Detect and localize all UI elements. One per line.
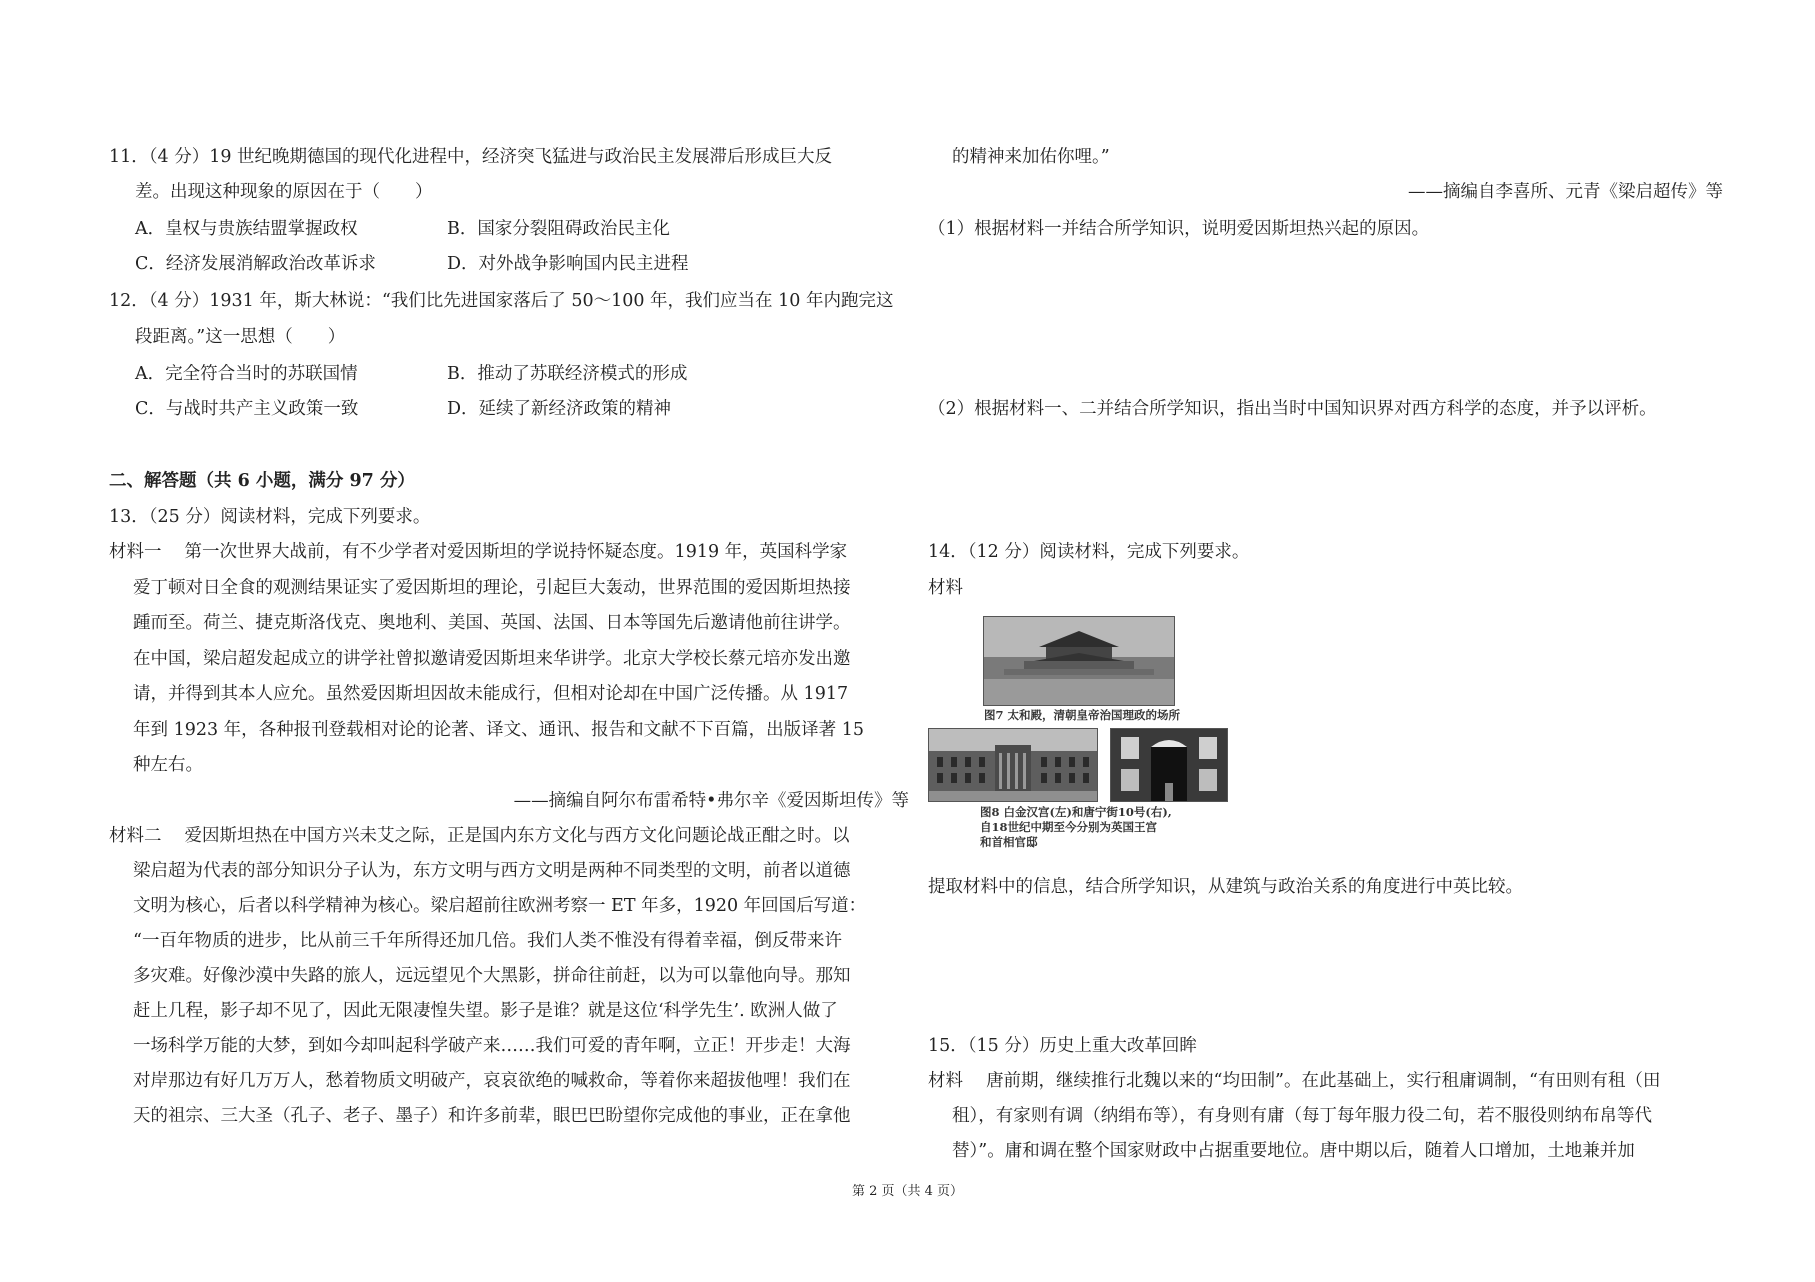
material-one-line: 种左右。 (133, 755, 203, 775)
q12-stem-line-1: 12．（4 分）1931 年，斯大林说：“我们比先进国家落后了 50～100 年，我们应当在 10 年内跑完这 (109, 291, 894, 311)
buckingham-illustration (929, 729, 1097, 801)
material-two-line: 材料二 爱因斯坦热在中国方兴未艾之际，正是国内东方文化与西方文化问题论战正酣之时。以 (109, 826, 850, 846)
material-two-line: 文明为核心，后者以科学精神为核心。梁启超前往欧洲考察一 ET 年多，1920 年回国后写道： (133, 896, 867, 916)
material-two-line: 一场科学万能的大梦，到如今却叫起科学破产来……我们可爱的青年啊，立正！开步走！大海 (133, 1036, 851, 1056)
q12-option-b: B．推动了苏联经济模式的形成 (447, 364, 688, 384)
section-heading: 二、解答题（共 6 小题，满分 97 分） (109, 471, 415, 491)
q11-stem-line-1: 11．（4 分）19 世纪晚期德国的现代化进程中，经济突飞猛进与政治民主发展滞后形成巨大反 (109, 147, 833, 167)
material-one-line: 踵而至。荷兰、捷克斯洛伐克、奥地利、美国、英国、法国、日本等国先后邀请他前往讲学。 (133, 613, 851, 633)
material-two-line: 梁启超为代表的部分知识分子认为，东方文明与西方文明是两种不同类型的文明，前者以道德 (133, 861, 851, 881)
fig8-caption-line-3: 和首相官邸 (980, 835, 1038, 849)
material-two-line: 多灾难。好像沙漠中失路的旅人，远远望见个大黑影，拼命往前赶，以为可以靠他向导。那知 (133, 966, 851, 986)
fig8-caption-line-1: 图8 白金汉宫(左)和唐宁街10号(右), (980, 805, 1172, 819)
material-one-source: ——摘编自阿尔布雷希特•弗尔辛《爱因斯坦传》等 (513, 791, 909, 811)
q14-task: 提取材料中的信息，结合所学知识，从建筑与政治关系的角度进行中英比较。 (928, 877, 1523, 897)
fig7-taihedian-photo (983, 616, 1175, 706)
material-two-continuation: 的精神来加佑你哩。” (952, 147, 1110, 167)
q11-stem-line-2: 差。出现这种现象的原因在于（ ） (135, 182, 433, 202)
fig8-caption-line-2: 自18世纪中期至今分别为英国王宫 (980, 820, 1158, 834)
q11-option-b: B．国家分裂阻碍政治民主化 (447, 219, 670, 239)
material-one-line: 请，并得到其本人应允。虽然爱因斯坦因故未能成行，但相对论却在中国广泛传播。从 1917 (133, 684, 849, 704)
q12-option-d: D．延续了新经济政策的精神 (447, 399, 672, 419)
material-two-line: 对岸那边有好几万万人，愁着物质文明破产，哀哀欲绝的喊救命，等着你来超拔他哩！我们在 (133, 1071, 851, 1091)
page-footer: 第 2 页（共 4 页） (851, 1184, 964, 1199)
q11-option-d: D．对外战争影响国内民主进程 (447, 254, 689, 274)
material-one-line: 在中国，梁启超发起成立的讲学社曾拟邀请爱因斯坦来华讲学。北京大学校长蔡元培亦发出邀 (133, 649, 851, 669)
q14-heading: 14．（12 分）阅读材料，完成下列要求。 (928, 542, 1250, 562)
q12-stem-line-2: 段距离。”这一思想（ ） (135, 327, 346, 347)
fig7-caption: 图7 太和殿，清朝皇帝治国理政的场所 (984, 708, 1181, 722)
fig8-downing-street-photo (1110, 728, 1228, 802)
q15-material-line: 替）”。庸和调在整个国家财政中占据重要地位。唐中期以后，随着人口增加，土地兼并加 (952, 1141, 1635, 1161)
q13-subquestion-2: （2）根据材料一、二并结合所学知识，指出当时中国知识界对西方科学的态度，并予以评析。 (928, 399, 1657, 419)
q15-material-line: 租），有家则有调（纳绢布等），有身则有庸（每丁每年服力役二旬，若不服役则纳布帛等代 (952, 1106, 1652, 1126)
material-one-line: 爱丁顿对日全食的观测结果证实了爱因斯坦的理论，引起巨大轰动，世界范围的爱因斯坦热接 (133, 578, 851, 598)
palace-illustration (984, 617, 1174, 705)
q12-option-a: A．完全符合当时的苏联国情 (135, 364, 358, 384)
downing-street-illustration (1111, 729, 1227, 801)
q15-heading: 15．（15 分）历史上重大改革回眸 (928, 1036, 1197, 1056)
material-two-source: ——摘编自李喜所、元青《梁启超传》等 (1408, 182, 1723, 202)
q13-subquestion-1: （1）根据材料一并结合所学知识，说明爱因斯坦热兴起的原因。 (928, 219, 1430, 239)
q15-material-line: 材料 唐前期，继续推行北魏以来的“均田制”。在此基础上，实行租庸调制，“有田则有租（田 (928, 1071, 1661, 1091)
material-two-line: 赶上几程，影子却不见了，因此无限凄惶失望。影子是谁？就是这位‘科学先生’. 欧洲人做了 (133, 1001, 838, 1021)
q11-option-a: A．皇权与贵族结盟掌握政权 (135, 219, 358, 239)
material-one-line: 材料一 第一次世界大战前，有不少学者对爱因斯坦的学说持怀疑态度。1919 年，英国科学家 (109, 542, 848, 562)
q11-option-c: C．经济发展消解政治改革诉求 (135, 254, 376, 274)
q12-option-c: C．与战时共产主义政策一致 (135, 399, 359, 419)
material-two-line: “一百年物质的进步，比从前三千年所得还加几倍。我们人类不惟没有得着幸福，倒反带来许 (133, 931, 842, 951)
material-two-line: 天的祖宗、三大圣（孔子、老子、墨子）和许多前辈，眼巴巴盼望你完成他的事业，正在拿他 (133, 1106, 851, 1126)
material-one-line: 年到 1923 年，各种报刊登载相对论的论著、译文、通讯、报告和文献不下百篇，出版译著 15 (133, 720, 864, 740)
fig8-buckingham-palace-photo (928, 728, 1098, 802)
q14-material-label: 材料 (928, 578, 963, 598)
q13-heading: 13．（25 分）阅读材料，完成下列要求。 (109, 507, 431, 527)
